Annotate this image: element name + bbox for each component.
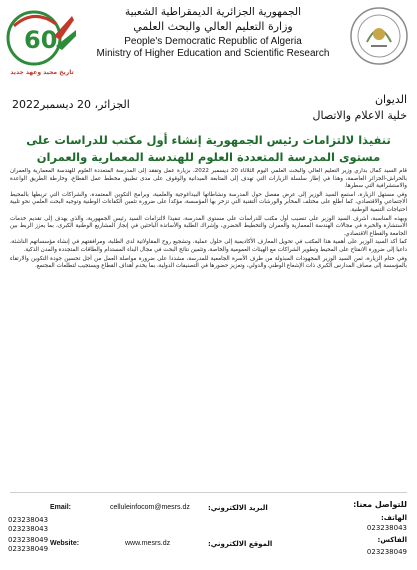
phone-label: الهاتف: — [380, 514, 407, 522]
phone-number-left-1: 023238043 — [8, 516, 49, 524]
title-line-1: تنفيذا لالتزامات رئيس الجمهورية إنشاء أول مكتب للدراسات على — [26, 133, 391, 147]
email-address: celluleinfocom@mesrs.dz — [110, 504, 190, 511]
republic-name-ar: الجمهورية الجزائرية الديمقراطية الشعبية — [124, 6, 302, 18]
body-paragraph-5: وفي ختام الزيارة، ثمن السيد الوزير المجهودات المبذولة من طرف الأسرة الجامعية للمدرسة، مشددا على ضرورة مواصلة العمل من أجل تحسين جودة التكوين والارتقاء بالمؤسسة إلى مصاف المدارس الكبرى ذات الإشعاع الوطني والدولي، وتعزيز حضورها في التصنيفات الدولية، بما يخدم أهداف القطاع ويستجيب لتطلعات المجتمع. — [10, 255, 407, 270]
ministry-name-ar: وزارة التعليم العالي والبحث العلمي — [133, 20, 293, 33]
body-paragraph-4: كما أكد السيد الوزير على أهمية هذا المكتب في تحويل المعارف الأكاديمية إلى حلول عملية، وتشجيع روح المقاولاتية لدى الطلبة، ومرافقتهم في إنشاء مؤسساتهم الناشئة، داعيا إلى ضرورة الانفتاح على المحيط وتطوير الشراكات مع الهيئات العمومية والخاصة، وتثمين نتائج البحث في مجال البناء المستدام والطاقات المتجددة والمدن الذكية. — [10, 239, 407, 253]
contact-title: للتواصل معنا: — [353, 500, 407, 509]
ministry-name-en: Ministry of Higher Education and Scientific Research — [96, 48, 330, 59]
ministry-heading — [88, 6, 338, 59]
body-paragraph-1: قام السيد كمال بداري وزير التعليم العالي والبحث العلمي اليوم الثلاثاء 20 ديسمبر 2022، بزيارة عمل وتفقد إلى المدرسة المتعددة العلوم للهندسة المعمارية والعمران بالحراش-الجزائر العاصمة، وهذا في إطار سلسلة الزيارات التي تهدف إلى المتابعة الميدانية والوقوف على مدى تطبيق مخطط عمل القطاع، وخارطة الطريق الواعدة والاستشرافية التي سطرها. — [10, 168, 407, 190]
department-subtitle: خلية الاعلام والاتصال — [312, 109, 407, 122]
press-release-title — [8, 132, 409, 166]
fax-label: الفاكس: — [377, 536, 407, 544]
phone-number-left-2: 023238043 — [8, 525, 49, 533]
department-title: الديوان — [374, 93, 407, 106]
contact-footer — [0, 496, 417, 570]
website-label-ar: الموقع الالكتروني: — [208, 540, 273, 548]
press-release-body — [10, 168, 407, 486]
body-paragraph-3: وبهذه المناسبة، أشرف السيد الوزير على تنصيب أول مكتب للدراسات على مستوى المدرسة، تنفيذا لالتزامات السيد رئيس الجمهورية، والذي يهدف إلى تقديم خدمات الاستشارة والخبرة في مجالات الهندسة المعمارية والعمران والتخطيط الحضري، وإشراك الطلبة والأساتذة الباحثين في إنجاز المشاريع الوطنية الكبرى، بما يعزز الربط بين الجامعة والقطاع الاقتصادي. — [10, 215, 407, 237]
fax-number-left-1: 023238049 — [8, 536, 49, 544]
letterhead — [0, 0, 417, 82]
ministry-emblem — [349, 6, 409, 66]
fax-number: 023238049 — [366, 548, 407, 556]
svg-text:60: 60 — [24, 26, 58, 54]
fax-number-left-2: 023238049 — [8, 545, 49, 553]
department-block — [312, 92, 407, 124]
phone-numbers-left — [8, 516, 48, 534]
website-label-en: Website: — [50, 540, 80, 547]
email-label-en: Email: — [50, 504, 72, 511]
website-url: www.mesrs.dz — [125, 540, 171, 547]
footer-divider — [10, 492, 407, 493]
phone-number: 023238043 — [366, 524, 407, 532]
email-label-ar: البريد الالكتروني: — [208, 504, 268, 512]
body-paragraph-2: وفي مستهل الزيارة، استمع السيد الوزير إلى عرض مفصل حول المدرسة ونشاطاتها البيداغوجية والعلمية، وبرامج التكوين المعتمدة، والشراكات التي تربطها بالمحيط الاجتماعي والاقتصادي، كما اطلع على مختلف المخابر والورشات التقنية التي تزخر بها المؤسسة، مؤكدا على ضرورة تثمين الكفاءات الوطنية وتوجيه البحث العلمي نحو تلبية احتياجات التنمية الوطنية. — [10, 191, 407, 213]
press-date: الجزائر، 20 ديسمبر2022 — [12, 98, 130, 111]
anniversary-logo — [4, 6, 78, 74]
republic-name-en: People's Democratic Republic of Algeria — [124, 36, 302, 47]
logo-caption: تاريخ مجيد وعهد جديد — [10, 69, 74, 76]
fax-numbers-left — [8, 536, 48, 554]
title-line-2: مستوى المدرسة المتعددة العلوم للهندسة المعمارية والعمران — [36, 150, 381, 164]
